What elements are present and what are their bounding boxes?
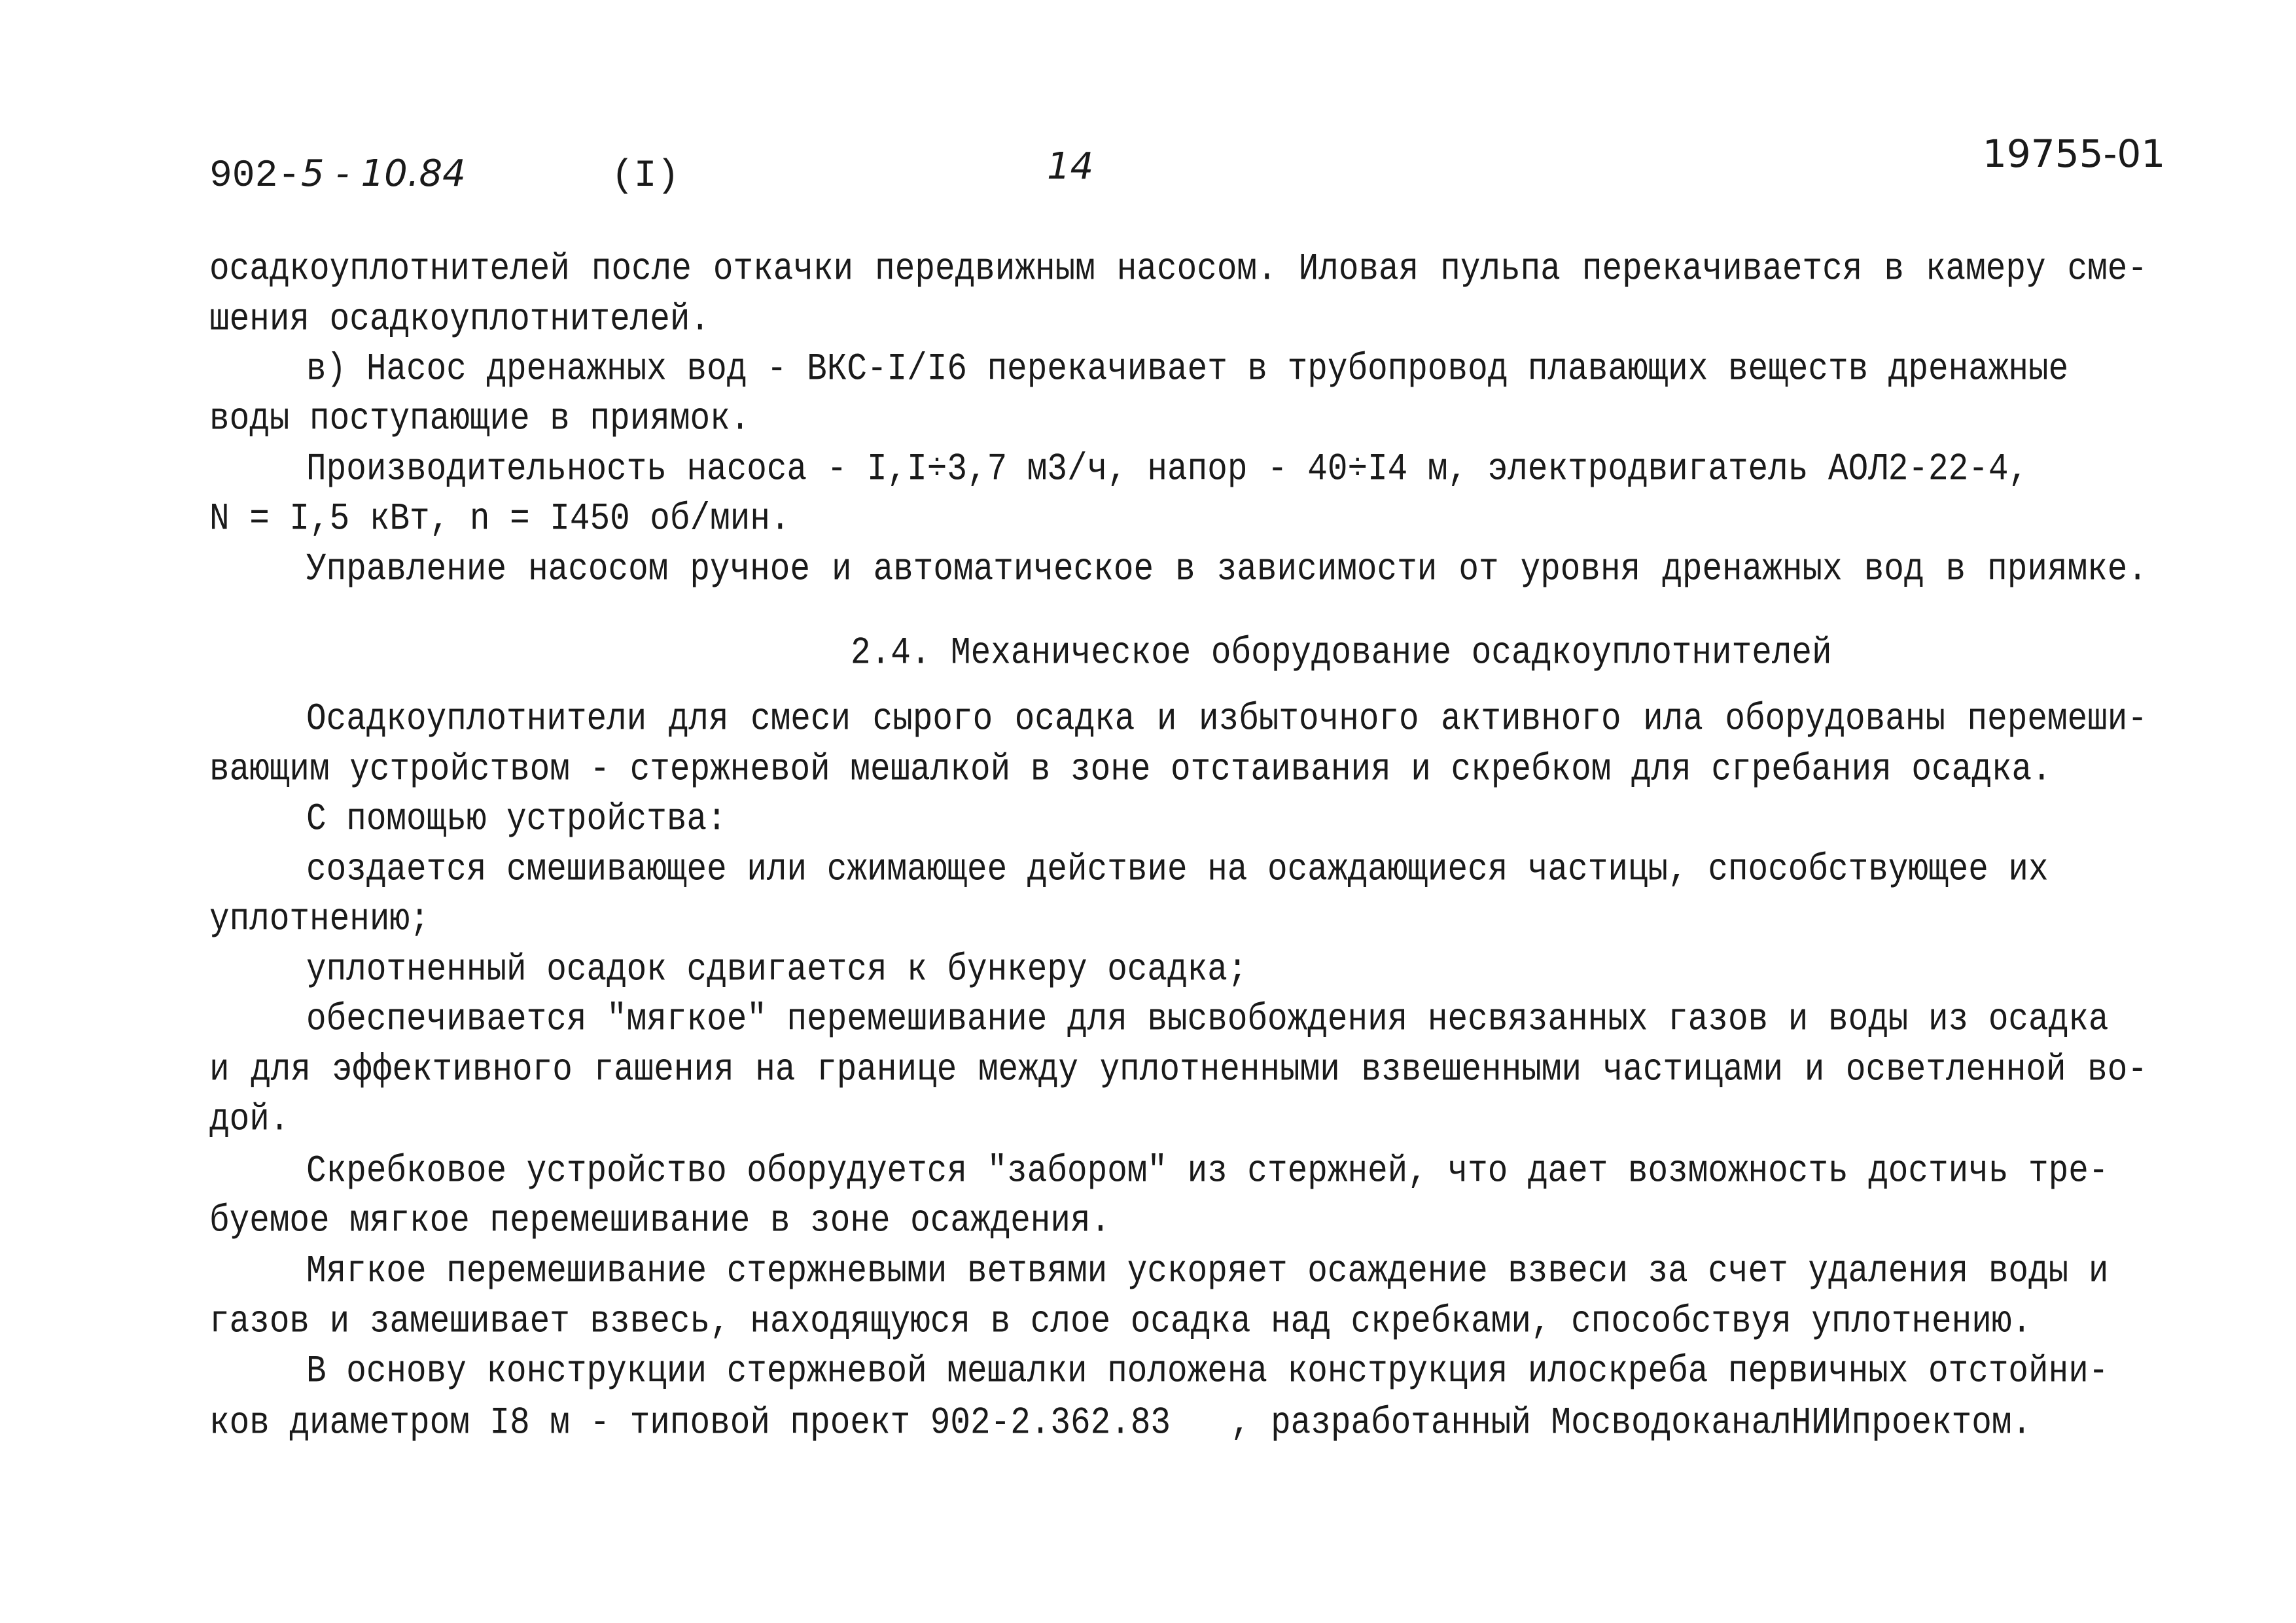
text-line: в) Насос дренажных вод - ВКС-I/I6 перекачивает в трубопровод плавающих веществ дренажные: [306, 348, 2069, 391]
text-line: Мягкое перемешивание стержневыми ветвями ускоряет осаждение взвеси за счет удаления воды и: [306, 1250, 2109, 1293]
text-line: Осадкоуплотнители для смеси сырого осадка и избыточного активного ила оборудованы перемеши-: [306, 698, 2147, 741]
text-line: Производительность насоса - I,I÷3,7 м3/ч, напор - 40÷I4 м, электродвигатель АОЛ2-22-4,: [306, 448, 2029, 491]
text-line: воды поступающие в приямок.: [209, 398, 751, 441]
text-line: вающим устройством - стержневой мешалкой в зоне отстаивания и скребком для сгребания осадка.: [209, 748, 2052, 792]
text-line: N = I,5 кВт, n = I450 об/мин.: [209, 498, 790, 541]
text-line: обеспечивается "мягкое" перемешивание для высвобождения несвязанных газов и воды из осадка: [306, 998, 2109, 1041]
text-line: уплотнению;: [209, 898, 430, 941]
inventory-number: 19755-01: [1983, 131, 2166, 176]
text-line: уплотненный осадок сдвигается к бункеру осадка;: [306, 949, 1248, 992]
page-number: 14: [1047, 145, 1094, 188]
text-line: осадкоуплотнителей после откачки передвижным насосом. Иловая пульпа перекачивается в камеру сме-: [209, 248, 2147, 291]
text-line: Управление насосом ручное и автоматическое в зависимости от уровня дренажных вод в приямке.: [306, 548, 2147, 591]
doc-prefix: 902-: [209, 155, 301, 198]
part-label: (I): [611, 155, 680, 198]
section-heading: 2.4. Механическое оборудование осадкоуплотнителей: [851, 632, 1832, 675]
text-line: В основу конструкции стержневой мешалки положена конструкция илоскреба первичных отстойни-: [306, 1350, 2109, 1393]
text-line: дой.: [209, 1098, 290, 1142]
text-line: С помощью устройства:: [306, 798, 727, 841]
text-line: буемое мягкое перемешивание в зоне осаждения.: [209, 1200, 1111, 1243]
doc-number-handwritten: 5 - 10.84: [301, 152, 466, 195]
text-line: газов и замешивает взвесь, находящуюся в слое осадка над скребками, способствуя уплотнению.: [209, 1300, 2032, 1344]
text-line: ков диаметром I8 м - типовой проект 902-2.362.83 , разработанный МосводоканалНИИпроектом.: [209, 1402, 2032, 1445]
text-line: и для эффективного гашения на границе между уплотненными взвешенными частицами и осветленной во-: [209, 1049, 2147, 1092]
text-line: шения осадкоуплотнителей.: [209, 298, 711, 341]
text-line: Скребковое устройство оборудуется "забором" из стержней, что дает возможность достичь тре-: [306, 1150, 2109, 1193]
text-line: создается смешивающее или сжимающее действие на осаждающиеся частицы, способствующее их: [306, 848, 2049, 892]
